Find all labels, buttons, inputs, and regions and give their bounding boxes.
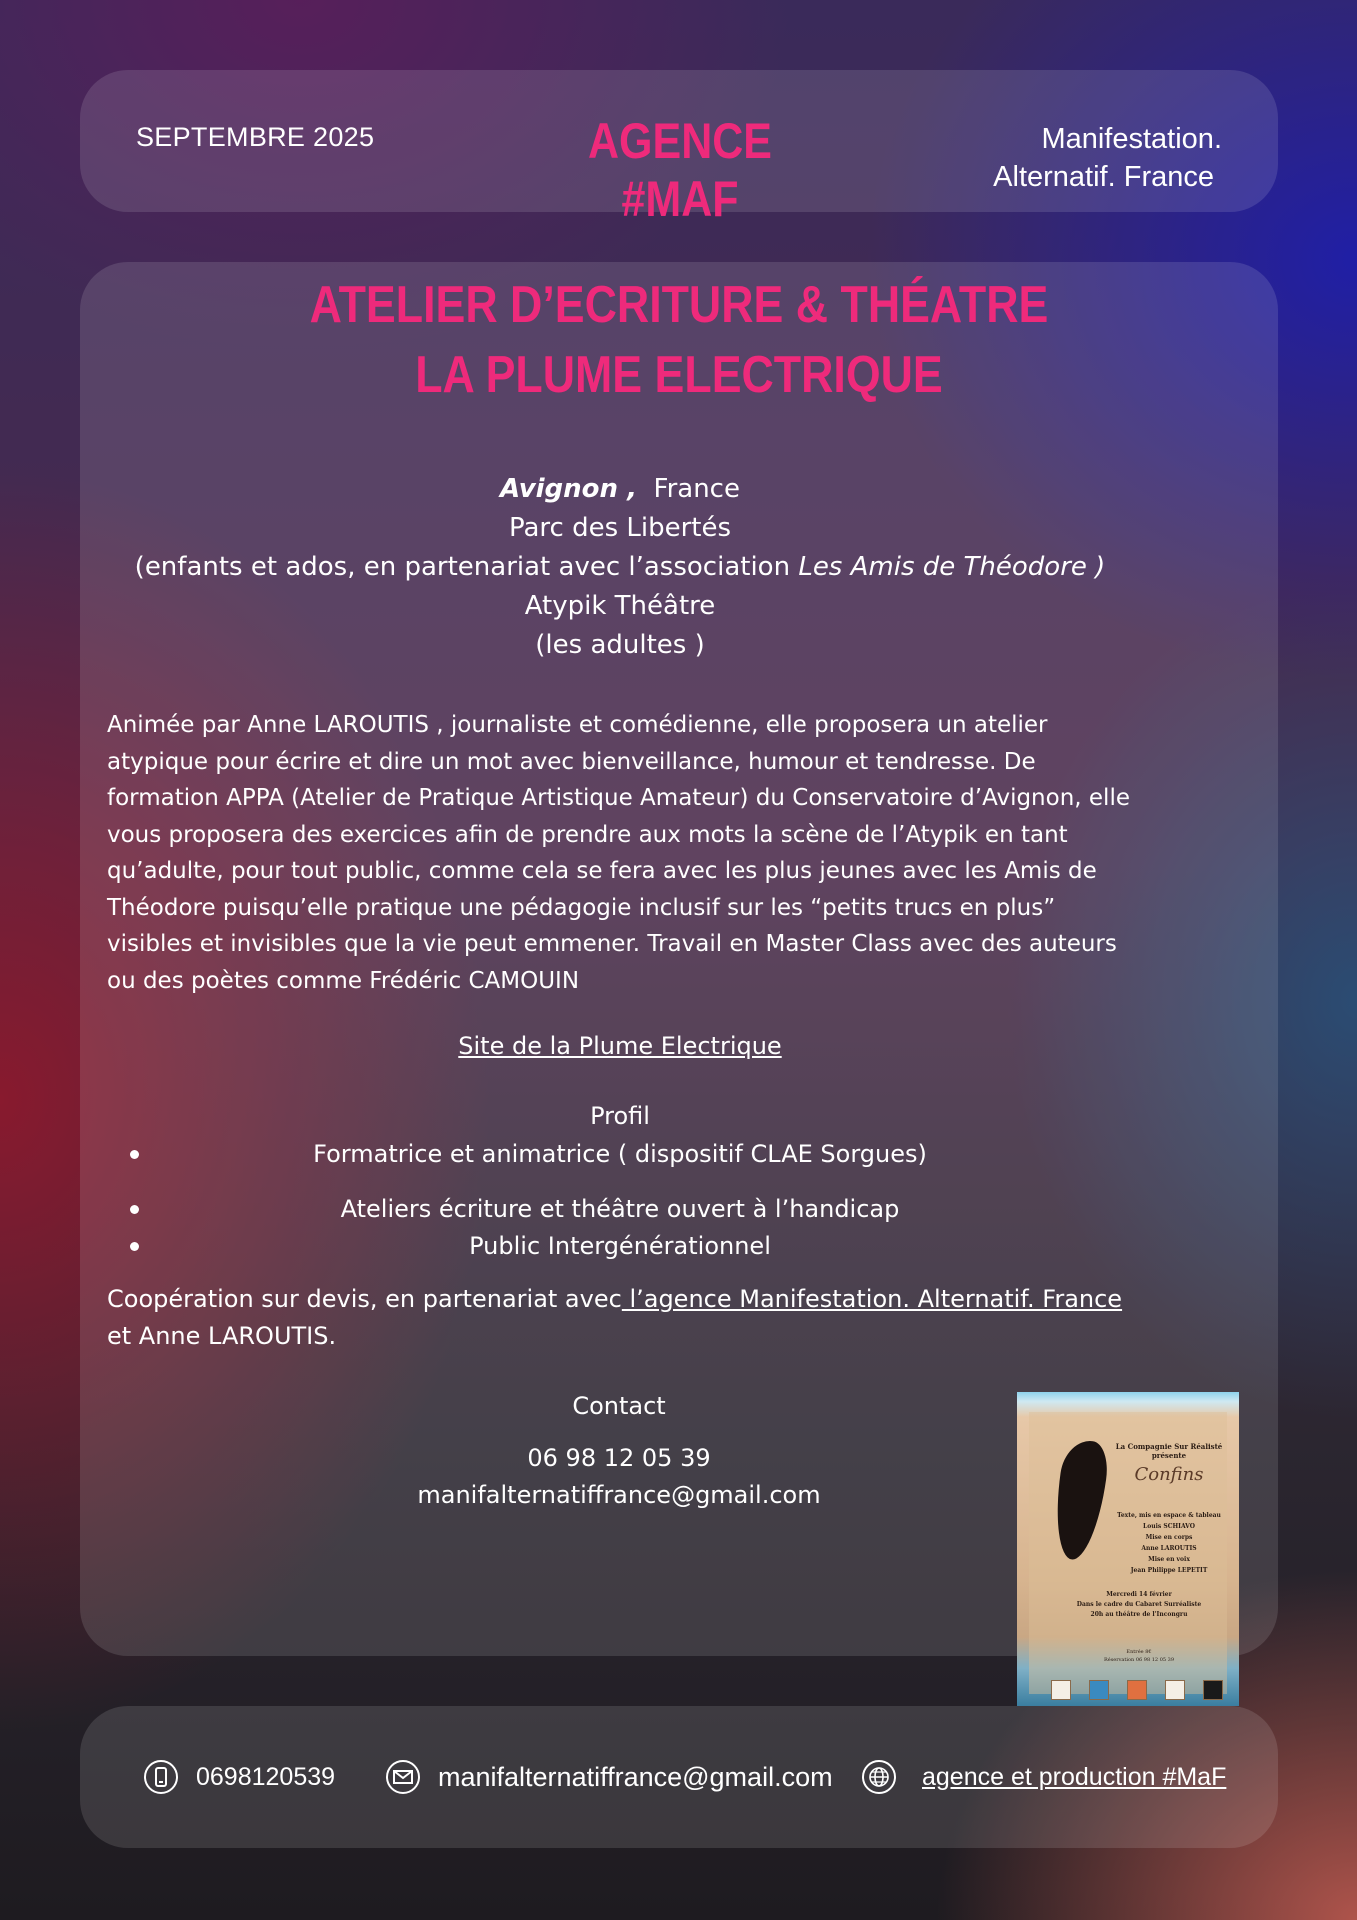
sponsor-logo xyxy=(1127,1680,1147,1700)
poster-credit: Anne LAROUTIS xyxy=(1141,1545,1197,1552)
cooperation-text xyxy=(107,1281,1167,1355)
bullet-icon xyxy=(130,1242,139,1251)
city: Avignon , xyxy=(500,474,637,504)
poster-booking-line: Réservation 06 98 12 05 39 xyxy=(1103,1657,1175,1663)
contact-email: manifalternatiffrance@gmail.com xyxy=(417,1481,821,1509)
location-block xyxy=(80,470,1160,665)
sponsor-logo xyxy=(1165,1680,1185,1700)
footer-website[interactable] xyxy=(862,1706,1226,1848)
contact-heading: Contact xyxy=(572,1392,666,1420)
footer-bar xyxy=(80,1706,1278,1848)
agency-link[interactable]: l’agence Manifestation. Alternatif. France xyxy=(621,1285,1123,1313)
association-name: Les Amis de Théodore ) xyxy=(798,552,1106,582)
title-line-1: ATELIER D’ECRITURE & THÉATRE xyxy=(309,276,1049,334)
list-item xyxy=(80,1140,1160,1168)
poster-event-line: Mercredi 14 février xyxy=(1106,1591,1172,1598)
profil-item-3: Public Intergénérationnel xyxy=(469,1232,771,1260)
description-paragraph: Animée par Anne LAROUTIS , journaliste et comédienne, elle proposera un atelier atypique pour écrire et dire un mot avec bienveillance, humour et tendresse. De formation APPA (Atelier de Pratique Artistique Amateur) du Conservatoire d’Avignon, elle vous proposera des exercices afin de prendre aux mots la scène de l’Atypik en tant qu’adulte, pour tout public, comme cela se fera avec les plus jeunes avec les Amis de Théodore puisqu’elle pratique une pédagogie inclusif sur les “petits trucs en plus” visibles et invisibles que la vie peut emmener. Travail en Master Class avec des auteurs ou des poètes comme Frédéric CAMOUIN xyxy=(107,712,1130,994)
footer-phone[interactable] xyxy=(144,1706,335,1848)
cooperation-suffix: et Anne LAROUTIS. xyxy=(107,1322,337,1350)
footer-phone-number: 0698120539 xyxy=(196,1762,336,1791)
site-link[interactable]: Site de la Plume Electrique xyxy=(458,1032,782,1060)
venue-1-note xyxy=(80,548,1160,587)
poster-credit: Louis SCHIAVO xyxy=(1143,1523,1195,1530)
contact-phone: 06 98 12 05 39 xyxy=(527,1444,711,1472)
footer-website-link[interactable]: agence et production #MaF xyxy=(922,1762,1227,1791)
bullet-icon xyxy=(130,1150,139,1159)
poster-booking-line: Entrée 8€ xyxy=(1126,1649,1152,1655)
cooperation-prefix: Coopération sur devis, en partenariat avec xyxy=(107,1285,622,1313)
title-line-2: LA PLUME ELECTRIQUE xyxy=(415,346,943,404)
event-poster-image xyxy=(1017,1392,1239,1706)
sponsor-logo xyxy=(1051,1680,1071,1700)
venue-2: Atypik Théâtre xyxy=(524,591,716,621)
location-city-line xyxy=(80,470,1160,509)
footer-email-address: manifalternatiffrance@gmail.com xyxy=(438,1761,833,1792)
phone-icon xyxy=(144,1760,178,1794)
mail-icon xyxy=(386,1760,420,1794)
country: France xyxy=(653,474,740,504)
poster-credit: Texte, mis en espace & tableau xyxy=(1117,1512,1221,1519)
issue-date: SEPTEMBRE 2025 xyxy=(136,122,375,152)
agency-brand: AGENCE #MAF xyxy=(588,113,772,227)
list-item xyxy=(80,1195,1160,1223)
bullet-icon xyxy=(130,1205,139,1214)
poster-event-line: Dans le cadre du Cabaret Surréaliste xyxy=(1076,1601,1202,1608)
tagline-line-1: Manifestation. xyxy=(1041,123,1222,155)
profil-item-2: Ateliers écriture et théâtre ouvert à l’handicap xyxy=(340,1195,900,1223)
poster-event-line: 20h au théâtre de l'Incongru xyxy=(1090,1611,1188,1618)
header-bar xyxy=(80,70,1278,227)
poster-credit: Mise en voix xyxy=(1148,1556,1190,1563)
sponsor-logo xyxy=(1089,1680,1109,1700)
page-title xyxy=(164,270,1194,410)
sponsor-logo xyxy=(1203,1680,1223,1700)
poster-credit: Jean Philippe LEPETIT xyxy=(1130,1567,1208,1574)
poster-credits xyxy=(1099,1510,1239,1576)
agency-tagline xyxy=(993,120,1222,196)
poster-canvas xyxy=(1029,1412,1227,1694)
tagline-line-2: Alternatif. France xyxy=(993,161,1214,193)
venue-1-note-text: (enfants et ados, en partenariat avec l’association xyxy=(134,552,799,582)
profil-item-1: Formatrice et animatrice ( dispositif CLAE Sorgues) xyxy=(313,1140,927,1168)
list-item xyxy=(80,1232,1160,1260)
profil-heading: Profil xyxy=(590,1102,650,1130)
poster-presenter: La Compagnie Sur Réalisté présente xyxy=(1115,1442,1223,1460)
poster-title: Confins xyxy=(1134,1464,1204,1485)
poster-event xyxy=(1049,1590,1229,1620)
poster-credit: Mise en corps xyxy=(1145,1534,1193,1541)
poster-logos xyxy=(1047,1680,1227,1702)
venue-1: Parc des Libertés xyxy=(508,513,732,543)
footer-email[interactable] xyxy=(386,1706,833,1848)
globe-icon xyxy=(862,1760,896,1794)
poster-booking xyxy=(1079,1648,1199,1664)
venue-2-note: (les adultes ) xyxy=(535,630,705,660)
